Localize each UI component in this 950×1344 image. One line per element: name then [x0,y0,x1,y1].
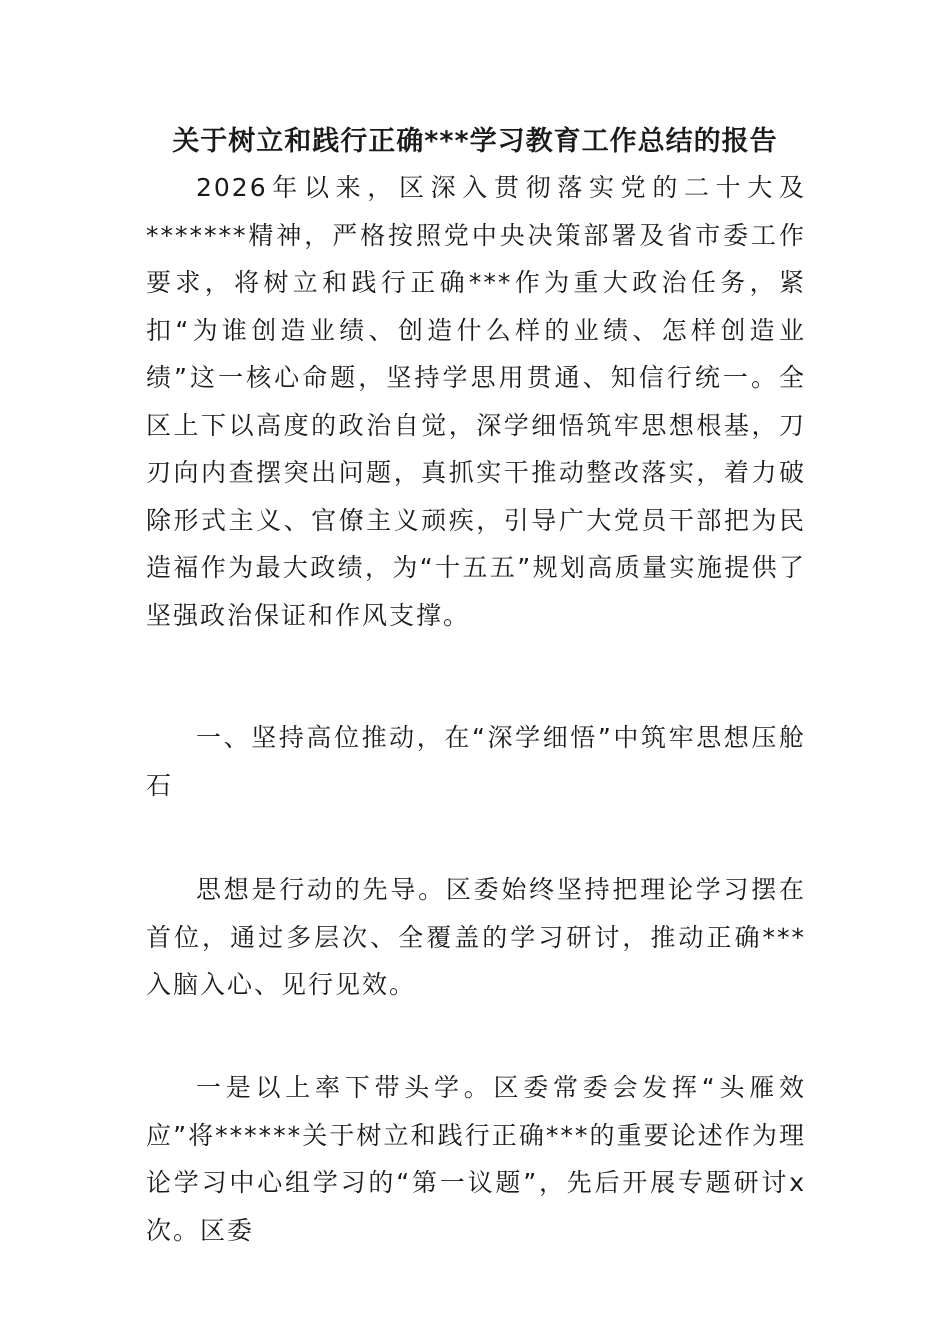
paragraph-point-1: 一是以上率下带头学。区委常委会发挥“头雁效应”将******关于树立和践行正确***的重要论述作为理论学习中心组学习的“第一议题”，先后开展专题研讨x次。区委 [146,1073,806,1245]
document-title: 关于树立和践行正确***学习教育工作总结的报告 [172,126,778,157]
section-heading-1: 一、坚持高位推动，在“深学细悟”中筑牢思想压舱石 [146,723,806,800]
paragraph-section-1-intro: 思想是行动的先导。区委始终坚持把理论学习摆在首位，通过多层次、全覆盖的学习研讨，推动正确***入脑入心、见行见效。 [146,875,806,999]
paragraph-intro: 2026年以来，区深入贯彻落实党的二十大及*******精神，严格按照党中央决策部署及省市委工作要求，将树立和践行正确***作为重大政治任务，紧扣“为谁创造业绩、创造什么样的业绩、怎样创造业绩”这一核心命题，坚持学思用贯通、知信行统一。全区上下以高度的政治自觉，深学细悟筑牢思想根基，刀刃向内查摆突出问题，真抓实干推动整改落实，着力破除形式主义、官僚主义顽疾，引导广大党员干部把为民造福作为最大政绩，为“十五五”规划高质量实施提供了坚强政治保证和作风支撑。 [146,173,806,630]
